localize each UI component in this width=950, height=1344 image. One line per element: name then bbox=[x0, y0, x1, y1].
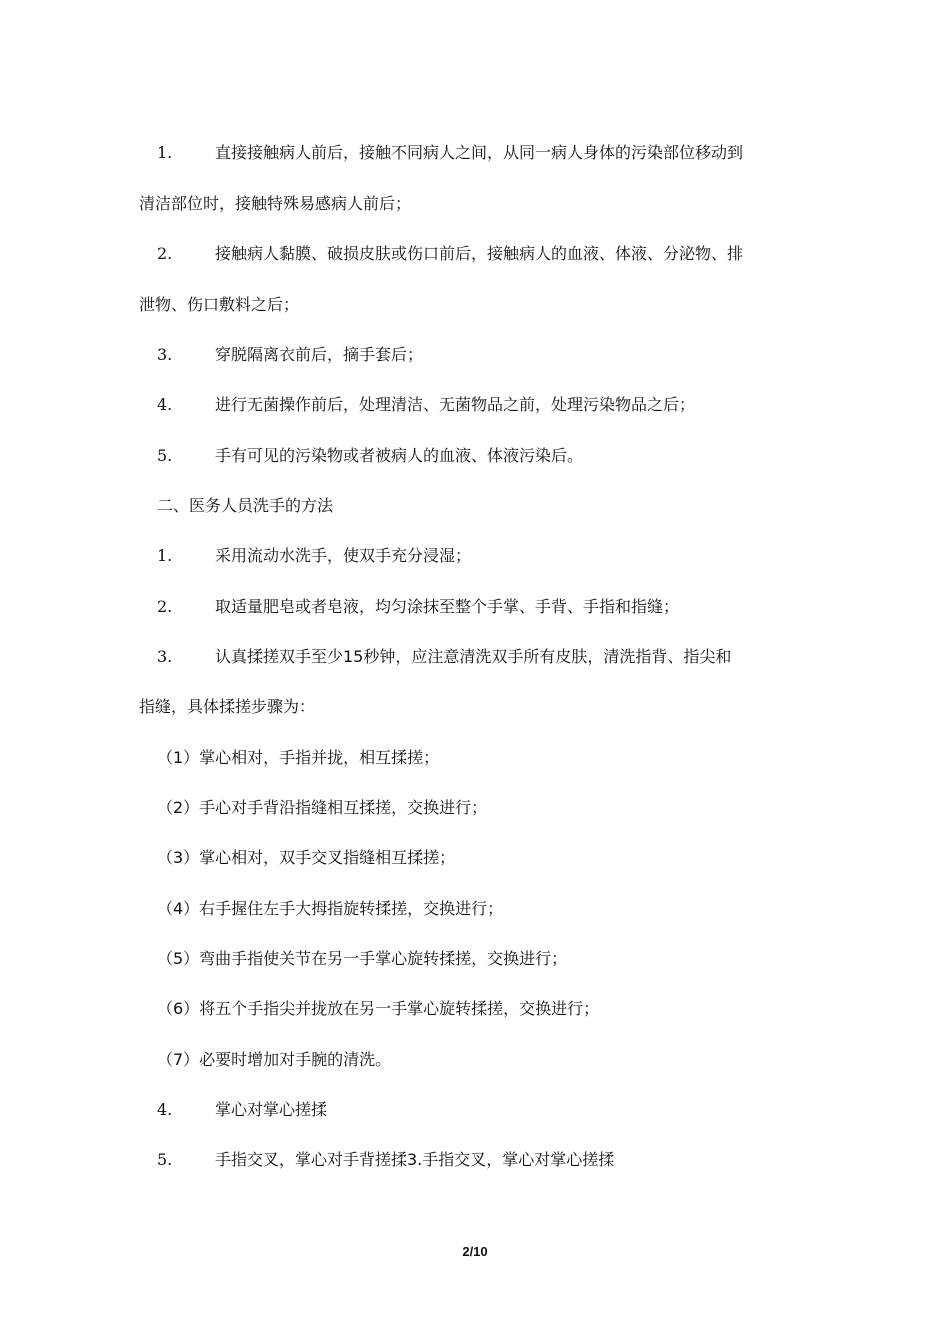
list-number: 3. bbox=[157, 647, 173, 666]
paragraph-text: 认真揉搓双手至少15秒钟，应注意清洗双手所有皮肤，清洗指背、指尖和 bbox=[215, 647, 732, 666]
paragraph-text: 手指交叉，掌心对手背搓揉3.手指交叉，掌心对掌心搓揉 bbox=[215, 1150, 615, 1169]
step-item: （2）手心对手背沿指缝相互揉搓，交换进行； bbox=[157, 798, 488, 817]
paragraph-text: 穿脱隔离衣前后，摘手套后； bbox=[215, 345, 424, 364]
paragraph-text: 指缝，具体揉搓步骤为： bbox=[139, 697, 316, 716]
step-item: （4）右手握住左手大拇指旋转揉搓，交换进行； bbox=[157, 899, 504, 918]
list-number: 5. bbox=[157, 1150, 173, 1169]
list-number: 1. bbox=[157, 546, 173, 565]
paragraph-text: 泄物、伤口敷料之后； bbox=[139, 295, 300, 314]
paragraph-text: 清洁部位时，接触特殊易感病人前后； bbox=[139, 194, 412, 213]
list-number: 5. bbox=[157, 446, 173, 465]
section-heading: 二、医务人员洗手的方法 bbox=[157, 496, 334, 515]
paragraph-text: 直接接触病人前后，接触不同病人之间，从同一病人身体的污染部位移动到 bbox=[215, 143, 744, 162]
step-item: （1）掌心相对，手指并拢，相互揉搓； bbox=[157, 748, 440, 767]
paragraph-text: 掌心对掌心搓揉 bbox=[215, 1100, 328, 1119]
paragraph-text: 手有可见的污染物或者被病人的血液、体液污染后。 bbox=[215, 446, 584, 465]
list-number: 4. bbox=[157, 1100, 173, 1119]
list-number: 1. bbox=[157, 143, 173, 162]
page-number: 2/10 bbox=[462, 1244, 488, 1259]
list-number: 2. bbox=[157, 597, 173, 616]
step-item: （6）将五个手指尖并拢放在另一手掌心旋转揉搓，交换进行； bbox=[157, 999, 600, 1018]
list-number: 2. bbox=[157, 244, 173, 263]
paragraph-text: 取适量肥皂或者皂液，均匀涂抹至整个手掌、手背、手指和指缝； bbox=[215, 597, 680, 616]
step-item: （3）掌心相对，双手交叉指缝相互揉搓； bbox=[157, 848, 456, 867]
paragraph-text: 采用流动水洗手，使双手充分浸湿； bbox=[215, 546, 472, 565]
paragraph-text: 进行无菌操作前后，处理清洁、无菌物品之前，处理污染物品之后； bbox=[215, 395, 696, 414]
list-number: 4. bbox=[157, 395, 173, 414]
list-number: 3. bbox=[157, 345, 173, 364]
step-item: （7）必要时增加对手腕的清洗。 bbox=[157, 1050, 392, 1069]
paragraph-text: 接触病人黏膜、破损皮肤或伤口前后，接触病人的血液、体液、分泌物、排 bbox=[215, 244, 744, 263]
step-item: （5）弯曲手指使关节在另一手掌心旋转揉搓，交换进行； bbox=[157, 949, 568, 968]
